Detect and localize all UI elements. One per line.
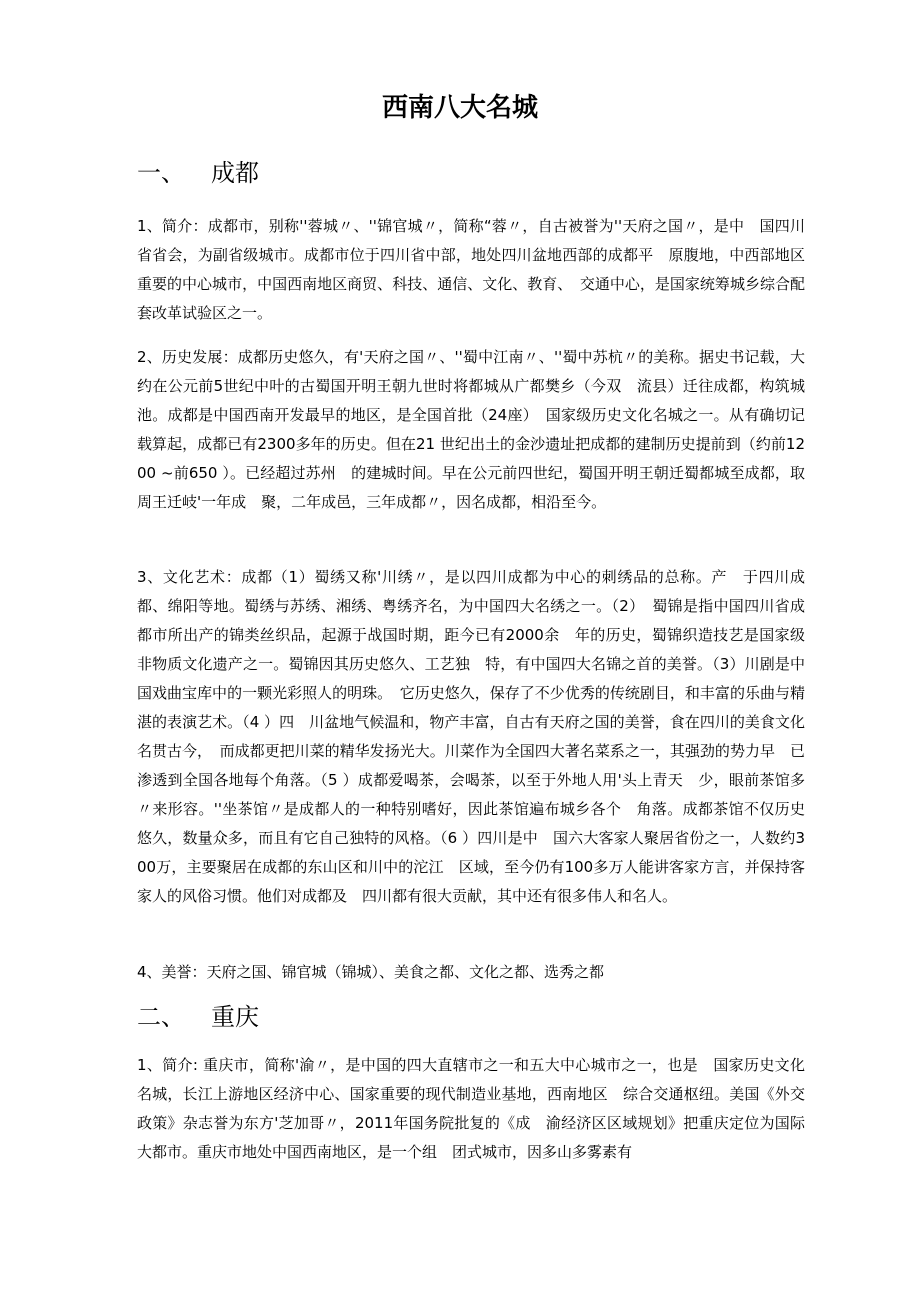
chongqing-intro-paragraph: 1、简介: 重庆市，简称'渝〃，是中国的四大直辖市之一和五大中心城市之一，也是 国家历史文化名城，长江上游地区经济中心、国家重要的现代制造业基地，西南地区 综合交通枢纽。美国《外交政策》杂志誉为东方'芝加哥〃，2011年国务院批复的《成 渝经济区区域规划》把重庆定位为国际大都市。重庆市地处中国西南地区，是一个组 团式城市，因多山多雾素有 — [137, 1056, 805, 1161]
section-name: 重庆 — [211, 1003, 259, 1031]
section-name: 成都 — [211, 159, 259, 187]
chengdu-culture-paragraph: 3、文化艺术：成都（1）蜀绣又称'川绣〃，是以四川成都为中心的刺绣品的总称。产 于四川成都、绵阳等地。蜀绣与苏绣、湘绣、粤绣齐名，为中国四大名绣之一。（2） 蜀锦是指中国四川省成都市所出产的锦类丝织品，起源于战国时期，距今已有2000余 年的历史，蜀锦织造技艺是国家级非物质文化遗产之一。蜀锦因其历史悠久、工艺独 特，有中国四大名锦之首的美誉。（3）川剧是中国戏曲宝库中的一颗光彩照人的明珠。 它历史悠久，保存了不少优秀的传统剧目，和丰富的乐曲与精湛的表演艺术。（4 ）四 川盆地气候温和，物产丰富，自古有天府之国的美誉，食在四川的美食文化名贯古今， 而成都更把川菜的精华发扬光大。川菜作为全国四大著名菜系之一，其强劲的势力早 已渗透到全国各地每个角落。（5 ）成都爱喝茶，会喝茶，以至于外地人用'头上青天 少，眼前茶馆多〃来形容。''坐茶馆〃是成都人的一种特别嗜好，因此茶馆遍布城乡各个 角落。成都茶馆不仅历史悠久，数量众多，而且有它自己独特的风格。（6 ）四川是中 国六大客家人聚居省份之一，人数约300万，主要聚居在成都的东山区和川中的沱江 区域，至今仍有100多万人能讲客家方言，并保持客家人的风俗习惯。他们对成都及 四川都有很大贡献，其中还有很多伟人和名人。 — [137, 568, 805, 905]
section-heading-chengdu — [137, 156, 259, 190]
chengdu-intro-paragraph: 1、简介：成都市，别称''蓉城〃、''锦官城〃，简称“蓉〃，自古被誉为''天府之国〃，是中 国四川省省会，为副省级城市。成都市位于四川省中部，地处四川盆地西部的成都平 原腹地，中西部地区重要的中心城市，中国西南地区商贸、科技、通信、文化、教育、 交通中心，是国家统筹城乡综合配套改革试验区之一。 — [137, 217, 805, 322]
chengdu-honors-paragraph: 4、美誉：天府之国、锦官城（锦城）、美食之都、文化之都、选秀之都 — [137, 963, 605, 981]
section-number: 二、 — [137, 1003, 185, 1031]
section-number: 一、 — [137, 159, 185, 187]
chengdu-history-paragraph: 2、历史发展：成都历史悠久，有'天府之国〃、''蜀中江南〃、''蜀中苏杭〃的美称。据史书记载，大约在公元前5世纪中叶的古蜀国开明王朝九世时将都城从广都樊乡（今双 流县）迁往成都，构筑城池。成都是中国西南开发最早的地区，是全国首批（24座） 国家级历史文化名城之一。从有确切记载算起，成都已有2300多年的历史。但在21 世纪出土的金沙遗址把成都的建制历史提前到（约前1200 ~前650 ）。已经超过苏州 的建城时间。早在公元前四世纪，蜀国开明王朝迁蜀都城至成都，取周王迁岐'一年成 聚，二年成邑，三年成都〃，因名成都，相沿至今。 — [137, 348, 805, 511]
section-heading-chongqing — [137, 1000, 259, 1034]
document-title: 西南八大名城 — [381, 93, 538, 123]
